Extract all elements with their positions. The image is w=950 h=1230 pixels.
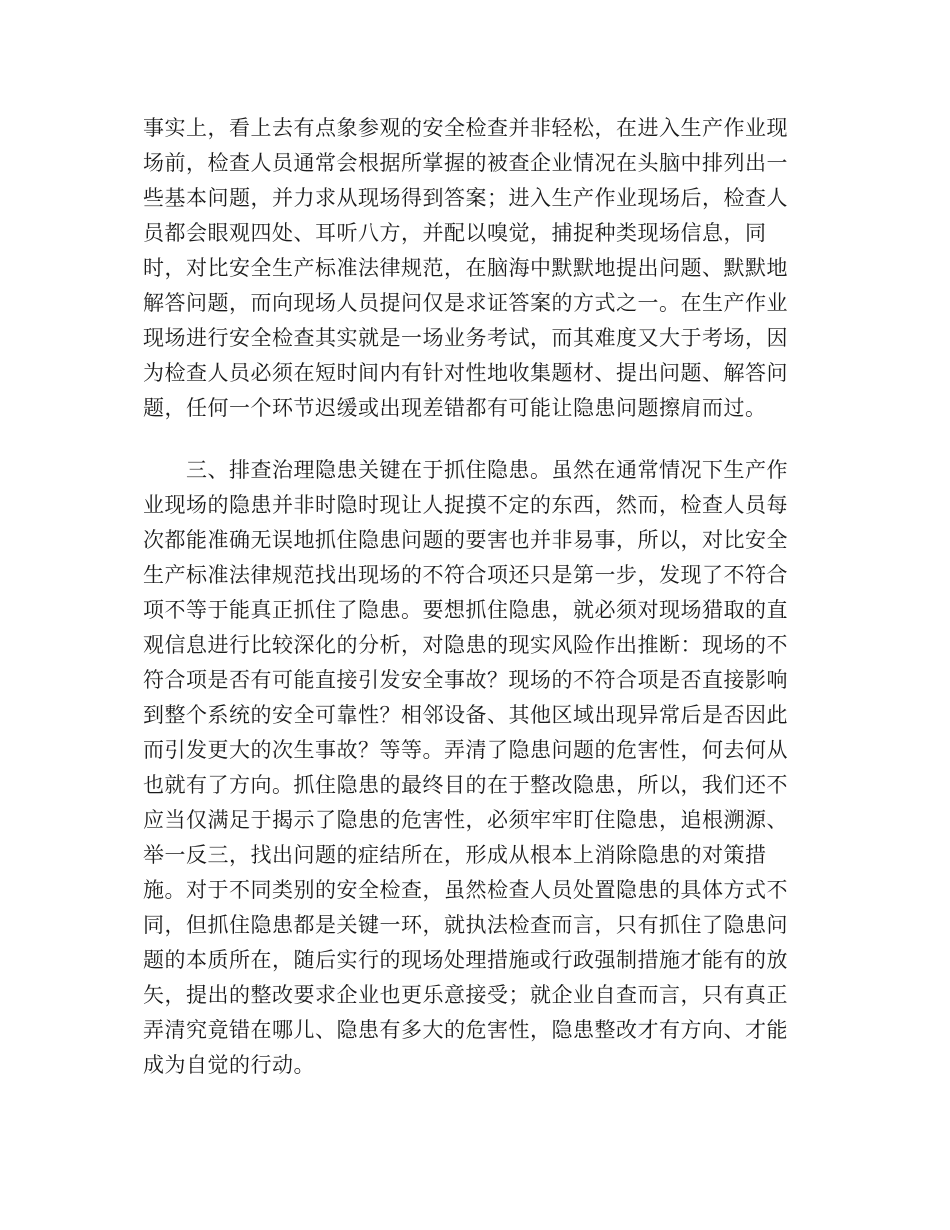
- text-line: 矢，提出的整改要求企业也更乐意接受；就企业自查而言，只有真正: [143, 983, 788, 1007]
- text-line: 项不等于能真正抓住了隐患。要想抓住隐患，就必须对现场猎取的直: [143, 598, 788, 622]
- text-line: 观信息进行比较深化的分析，对隐患的现实风险作出推断：现场的不: [143, 633, 788, 657]
- text-line: 些基本问题，并力求从现场得到答案；进入生产作业现场后，检查人: [143, 186, 788, 210]
- text-line: 事实上，看上去有点象参观的安全检查并非轻松，在进入生产作业现: [143, 116, 788, 140]
- text-line: 同，但抓住隐患都是关键一环，就执法检查而言，只有抓住了隐患问: [143, 913, 788, 937]
- text-line: 成为自觉的行动。: [143, 1053, 315, 1077]
- text-line: 三、排查治理隐患关键在于抓住隐患。虽然在通常情况下生产作: [186, 458, 788, 482]
- text-line: 题的本质所在，随后实行的现场处理措施或行政强制措施才能有的放: [143, 948, 788, 972]
- text-line: 应当仅满足于揭示了隐患的危害性，必须牢牢盯住隐患，追根溯源、: [143, 808, 788, 832]
- text-line: 员都会眼观四处、耳听八方，并配以嗅觉，捕捉种类现场信息，同: [143, 221, 767, 245]
- text-line: 弄清究竟错在哪儿、隐患有多大的危害性，隐患整改才有方向、才能: [143, 1018, 788, 1042]
- text-line: 现场进行安全检查其实就是一场业务考试，而其难度又大于考场，因: [143, 326, 788, 350]
- text-line: 生产标准法律规范找出现场的不符合项还只是第一步，发现了不符合: [143, 563, 788, 587]
- text-line: 时，对比安全生产标准法律规范，在脑海中默默地提出问题、默默地: [143, 256, 788, 280]
- text-line: 业现场的隐患并非时隐时现让人捉摸不定的东西，然而，检查人员每: [143, 493, 788, 517]
- text-line: 到整个系统的安全可靠性？相邻设备、其他区域出现异常后是否因此: [143, 703, 788, 727]
- text-line: 而引发更大的次生事故？等等。弄清了隐患问题的危害性，何去何从: [143, 738, 788, 762]
- text-line: 题，任何一个环节迟缓或出现差错都有可能让隐患问题擦肩而过。: [143, 396, 767, 420]
- text-line: 为检查人员必须在短时间内有针对性地收集题材、提出问题、解答问: [143, 361, 788, 385]
- text-line: 解答问题，而向现场人员提问仅是求证答案的方式之一。在生产作业: [143, 291, 788, 315]
- text-line: 符合项是否有可能直接引发安全事故？现场的不符合项是否直接影响: [143, 668, 788, 692]
- text-line: 施。对于不同类别的安全检查，虽然检查人员处置隐患的具体方式不: [143, 878, 788, 902]
- text-line: 场前，检查人员通常会根据所掌握的被查企业情况在头脑中排列出一: [143, 151, 788, 175]
- text-line: 次都能准确无误地抓住隐患问题的要害也并非易事，所以，对比安全: [143, 528, 788, 552]
- text-line: 举一反三，找出问题的症结所在，形成从根本上消除隐患的对策措: [143, 843, 767, 867]
- text-line: 也就有了方向。抓住隐患的最终目的在于整改隐患，所以，我们还不: [143, 773, 788, 797]
